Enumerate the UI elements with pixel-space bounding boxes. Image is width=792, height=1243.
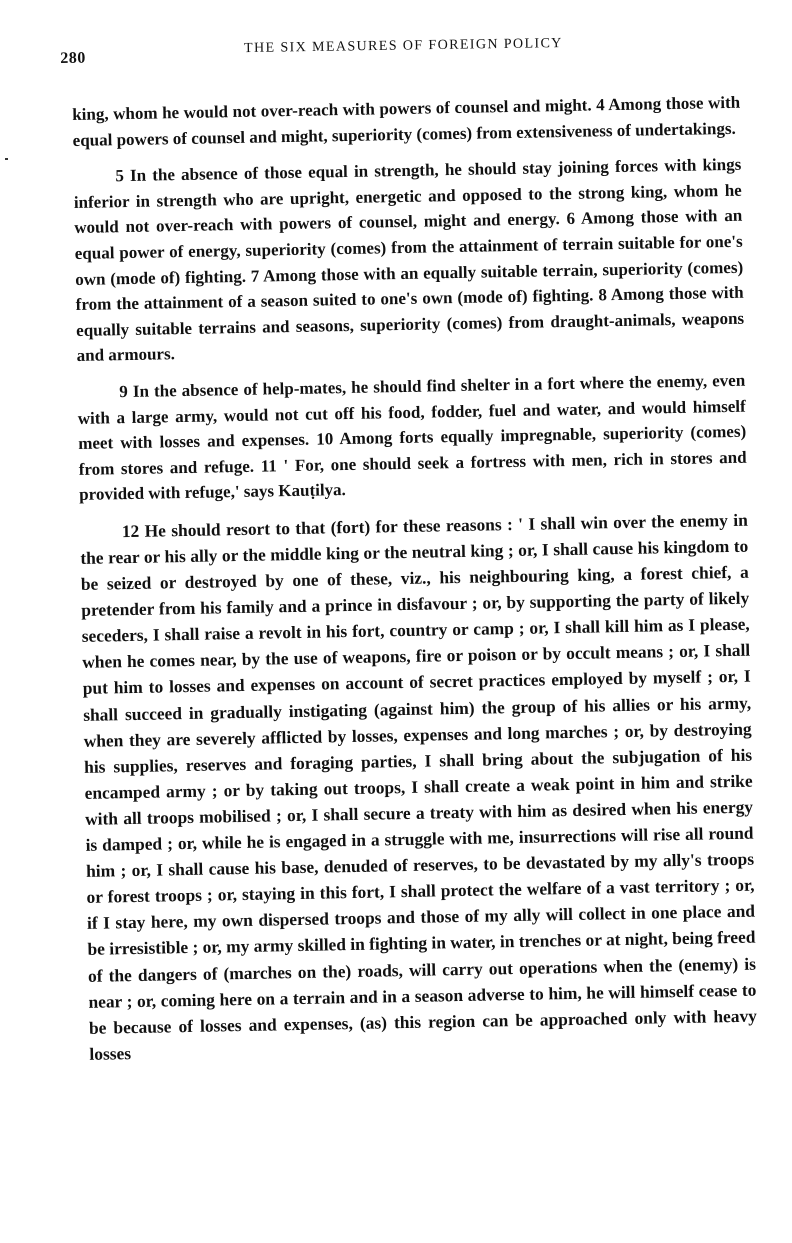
paragraph-12: 12 He should resort to that (fort) for these reasons : ' I shall win over the enemy in the rear or his ally or the middle king or the neutral king ; or, I shall cause his kingdom to be seized or destroyed by one of these, viz., his neighbouring king, a forest chief, a pretender from his family and a prince in disfavour ; or, by supporting the party of likely seceders, I shall raise a revolt in his fort, country or camp ; or, I shall kill him as I please, when he comes near, by the use of weapons, fire or poison or by occult means ; or, I shall put him to losses and expenses on account of secret practices employed by myself ; or, I shall succeed in gradually instigating (against him) the group of his allies or his army, when they are severely afflicted by losses, expenses and long marches ; or, by destroying his supplies, reserves and foraging parties, I shall bring about the subjugation of his encamped army ; or by taking out troops, I shall create a weak point in him and strike with all troops mobilised ; or, I shall secure a treaty with him as desired when his energy is damped ; or, while he is engaged in a struggle with me, insurrections will rise all round him ; or, I shall cause his base, denuded of reserves, to be devastated by my ally's troops or forest troops ; or, staying in this fort, I shall protect the welfare of a vast territory ; or, if I stay here, my own dispersed troops and those of my ally will collect in one place and be irresistible ; or, my army skilled in fighting in water, in trenches or at night, being freed of the dangers of (marches on the) roads, will carry out operations when the (enemy) is near ; or, coming here on a terrain and in a season adverse to him, he will himself cease to be because of losses and expenses, (as) this region can be approached only with heavy losses bbox=[80, 509, 758, 1064]
paragraph-9: 9 In the absence of help-mates, he should find shelter in a fort where the enemy, even with a large army, would not cut off his food, fodder, fuel and water, and would himself meet with losses and expenses. 10 Among forts equally impregnable, superiority (comes) from stores and refuge. 11 ' For, one should seek a fortress with men, rich in stores and provided with refuge,' says Kauṭilya. bbox=[77, 370, 747, 505]
running-title: THE SIX MEASURES OF FOREIGN POLICY bbox=[244, 36, 563, 57]
paragraph-continuation: king, whom he would not over-reach with powers of counsel and might. 4 Among those with equal powers of counsel and might, superiority (comes) from extensiveness of undertakings. bbox=[72, 92, 741, 150]
page-header bbox=[58, 31, 758, 72]
scan-speck bbox=[5, 158, 8, 160]
paragraph-5: 5 In the absence of those equal in strength, he should stay joining forces with kings inferior in strength who are upright, energetic and opposed to the strong king, whom he would not over-reach with powers of counsel, might and energy. 6 Among those with an equal power of energy, superiority (comes) from the attainment of terrain suitable for one's own (mode of) fighting. 7 Among those with an equally suitable terrain, superiority (comes) from the attainment of a season suited to one's own (mode of) fighting. 8 Among those with equally suitable terrains and seasons, superiority (comes) from draught-animals, weapons and armours. bbox=[73, 154, 745, 366]
page-number: 280 bbox=[60, 49, 86, 67]
body-text bbox=[72, 90, 758, 1067]
